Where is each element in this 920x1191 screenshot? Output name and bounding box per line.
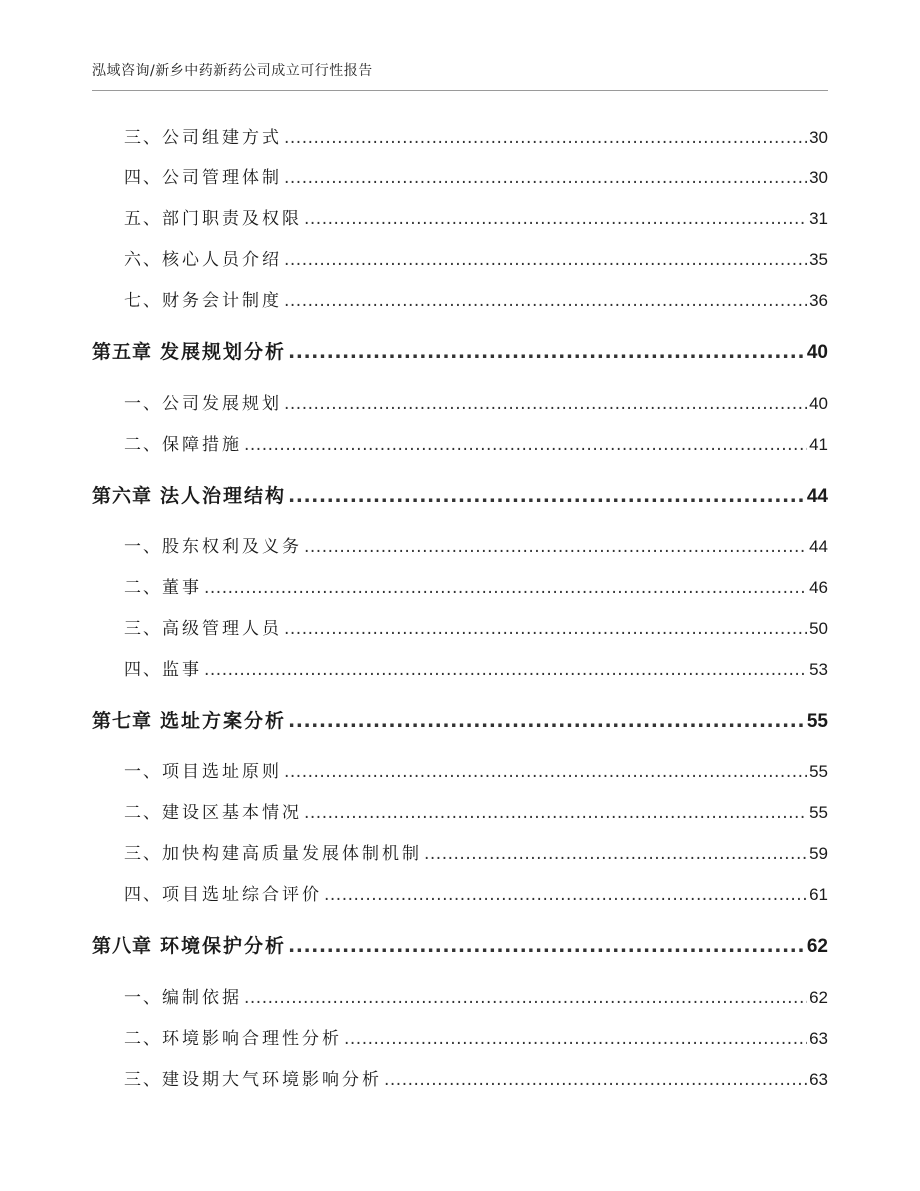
page-header: 泓域咨询/新乡中药新药公司成立可行性报告 (92, 63, 373, 79)
toc-section-row[interactable] (92, 798, 828, 823)
toc-entry-number: 第五章 (92, 341, 153, 363)
toc-section-row[interactable] (92, 286, 828, 311)
toc-page-number: 63 (809, 1029, 828, 1048)
toc-page-number: 59 (809, 844, 828, 863)
toc-section-row[interactable] (92, 573, 828, 598)
toc-page-number: 62 (806, 936, 828, 957)
toc-dot-leader (424, 844, 807, 864)
toc-entry-title: 项目选址综合评价 (162, 885, 322, 905)
toc-entry-number: 一、 (124, 988, 162, 1008)
toc-dot-leader (204, 660, 807, 680)
toc-entry-title: 股东权利及义务 (162, 537, 302, 557)
toc-page-number: 30 (809, 168, 828, 187)
toc-entry-number: 二、 (124, 578, 162, 598)
toc-entry-number: 六、 (124, 250, 162, 270)
toc-dot-leader (284, 128, 807, 148)
toc-entry-title: 部门职责及权限 (162, 209, 302, 229)
toc-page-number: 30 (809, 128, 828, 147)
toc-page-number: 62 (809, 988, 828, 1007)
toc-dot-leader (204, 578, 807, 598)
toc-page-number: 46 (809, 578, 828, 597)
toc-entry-number: 一、 (124, 394, 162, 414)
toc-page-number: 36 (809, 291, 828, 310)
toc-section-row[interactable] (92, 655, 828, 680)
toc-dot-leader (304, 803, 807, 823)
toc-dot-leader (288, 710, 805, 732)
toc-section-row[interactable] (92, 1024, 828, 1049)
toc-page-number: 31 (809, 209, 828, 228)
toc-entry-number: 四、 (124, 660, 162, 680)
toc-chapter-row[interactable] (92, 931, 828, 958)
toc-dot-leader (288, 341, 805, 363)
toc-dot-leader (288, 935, 805, 957)
toc-entry-number: 二、 (124, 435, 162, 455)
toc-entry-title: 财务会计制度 (162, 291, 282, 311)
toc-page-number: 55 (809, 762, 828, 781)
toc-section-row[interactable] (92, 1065, 828, 1090)
toc-section-row[interactable] (92, 245, 828, 270)
toc-dot-leader (284, 250, 807, 270)
toc-section-row[interactable] (92, 614, 828, 639)
header-divider (92, 90, 828, 91)
toc-entry-title: 董事 (162, 578, 202, 598)
toc-dot-leader (244, 988, 807, 1008)
toc-page-number: 55 (806, 711, 828, 732)
toc-dot-leader (304, 209, 807, 229)
toc-dot-leader (288, 485, 805, 507)
toc-entry-number: 七、 (124, 291, 162, 311)
toc-page-number: 40 (809, 394, 828, 413)
toc-entry-number: 第七章 (92, 710, 153, 732)
toc-entry-number: 一、 (124, 537, 162, 557)
toc-page-number: 61 (809, 885, 828, 904)
toc-dot-leader (284, 168, 807, 188)
toc-entry-number: 三、 (124, 844, 162, 864)
toc-dot-leader (344, 1029, 807, 1049)
toc-page-number: 40 (806, 342, 828, 363)
toc-entry-title: 项目选址原则 (162, 762, 282, 782)
toc-entry-title: 公司组建方式 (162, 128, 282, 148)
toc-page-number: 50 (809, 619, 828, 638)
toc-dot-leader (324, 885, 807, 905)
toc-section-row[interactable] (92, 430, 828, 455)
toc-section-row[interactable] (92, 163, 828, 188)
toc-entry-title: 发展规划分析 (160, 341, 287, 363)
toc-entry-title: 编制依据 (162, 988, 242, 1008)
toc-entry-title: 环境保护分析 (160, 935, 287, 957)
toc-entry-number: 三、 (124, 128, 162, 148)
toc-entry-title: 保障措施 (162, 435, 242, 455)
toc-entry-title: 公司管理体制 (162, 168, 282, 188)
toc-section-row[interactable] (92, 204, 828, 229)
toc-page-number: 55 (809, 803, 828, 822)
toc-entry-title: 建设区基本情况 (162, 803, 302, 823)
toc-entry-number: 二、 (124, 803, 162, 823)
toc-page-number: 44 (806, 486, 828, 507)
toc-section-row[interactable] (92, 123, 828, 148)
toc-entry-title: 监事 (162, 660, 202, 680)
toc-entry-title: 加快构建高质量发展体制机制 (162, 844, 422, 864)
toc-dot-leader (384, 1070, 807, 1090)
toc-dot-leader (284, 619, 807, 639)
toc-section-row[interactable] (92, 757, 828, 782)
toc-entry-number: 二、 (124, 1029, 162, 1049)
toc-entry-title: 环境影响合理性分析 (162, 1029, 342, 1049)
toc-entry-number: 五、 (124, 209, 162, 229)
toc-entry-title: 选址方案分析 (160, 710, 287, 732)
toc-entry-number: 一、 (124, 762, 162, 782)
toc-section-row[interactable] (92, 839, 828, 864)
toc-dot-leader (284, 394, 807, 414)
toc-chapter-row[interactable] (92, 337, 828, 364)
toc-entry-number: 四、 (124, 168, 162, 188)
toc-entry-number: 第六章 (92, 485, 153, 507)
toc-dot-leader (244, 435, 807, 455)
toc-page-number: 63 (809, 1070, 828, 1089)
toc-dot-leader (284, 291, 807, 311)
toc-section-row[interactable] (92, 983, 828, 1008)
toc-entry-title: 高级管理人员 (162, 619, 282, 639)
toc-entry-title: 公司发展规划 (162, 394, 282, 414)
toc-entry-number: 第八章 (92, 935, 153, 957)
toc-dot-leader (304, 537, 807, 557)
toc-entry-number: 三、 (124, 619, 162, 639)
toc-section-row[interactable] (92, 880, 828, 905)
toc-page-number: 53 (809, 660, 828, 679)
toc-page-number: 41 (809, 435, 828, 454)
toc-entry-title: 建设期大气环境影响分析 (162, 1070, 382, 1090)
toc-section-row[interactable] (92, 389, 828, 414)
toc-entry-number: 三、 (124, 1070, 162, 1090)
toc-entry-number: 四、 (124, 885, 162, 905)
toc-chapter-row[interactable] (92, 706, 828, 733)
toc-entry-title: 核心人员介绍 (162, 250, 282, 270)
toc-page-number: 44 (809, 537, 828, 556)
toc-page-number: 35 (809, 250, 828, 269)
toc-dot-leader (284, 762, 807, 782)
toc-section-row[interactable] (92, 532, 828, 557)
toc-chapter-row[interactable] (92, 481, 828, 508)
toc-entry-title: 法人治理结构 (160, 485, 287, 507)
